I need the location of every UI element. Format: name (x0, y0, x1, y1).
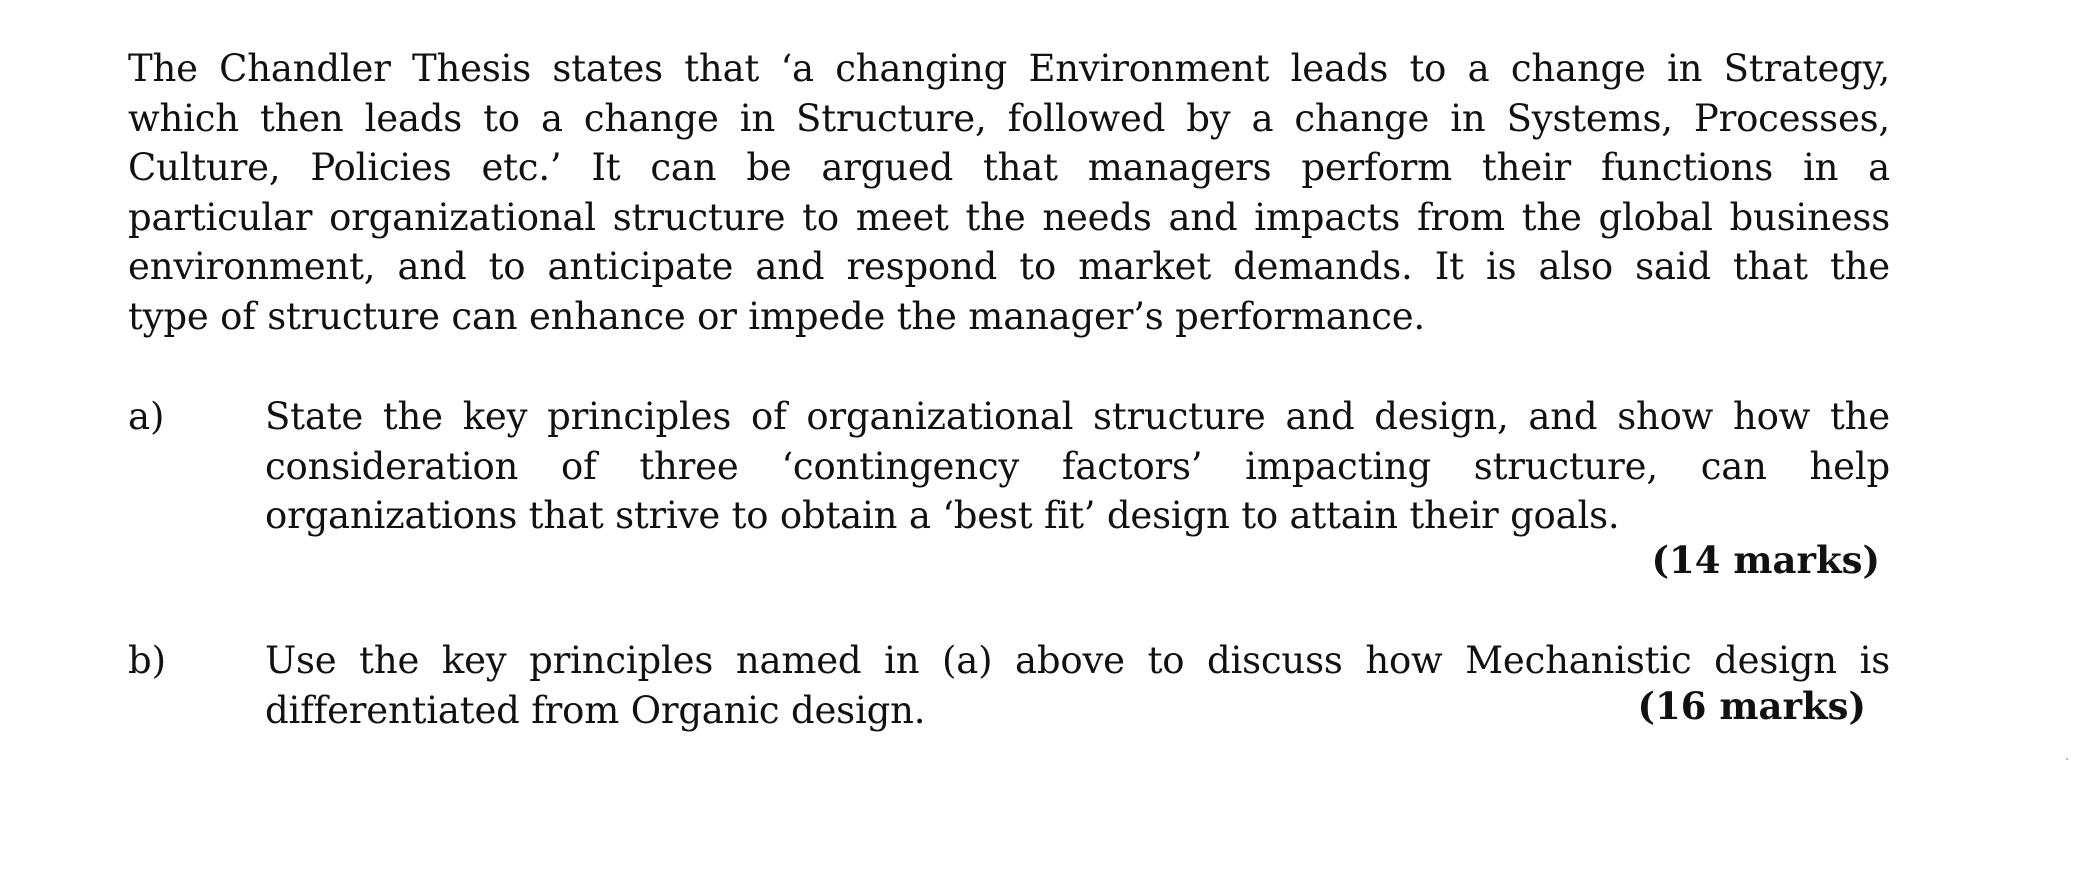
question-line: Use the key principles named in (a) above to discuss how Mechanistic design is (265, 639, 1890, 682)
question-label: b) (128, 639, 167, 682)
question-text (265, 392, 1890, 541)
scan-speck (2066, 758, 2068, 760)
marks-label: (14 marks) (1651, 538, 1880, 582)
question-b (128, 636, 1890, 735)
intro-line: particular organizational structure to meet the needs and impacts from the global business (128, 195, 1890, 239)
intro-paragraph (128, 44, 1890, 341)
intro-line: Culture, Policies etc.’ It can be argued that managers perform their functions in a (128, 146, 1890, 189)
intro-line: type of structure can enhance or impede the manager’s performance. (128, 294, 1425, 338)
question-label: a) (128, 395, 165, 438)
question-line: organizations that strive to obtain a ‘best fit’ design to attain their goals. (265, 494, 1620, 537)
question-a (128, 392, 1890, 582)
intro-line: environment, and to anticipate and respond to market demands. It is also said that the (128, 245, 1890, 288)
question-line: differentiated from Organic design. (265, 688, 926, 732)
intro-line: The Chandler Thesis states that ‘a changing Environment leads to a change in Strategy, (128, 47, 1890, 90)
marks-label: (16 marks) (1637, 684, 1866, 728)
intro-line: which then leads to a change in Structure, followed by a change in Systems, Processes, (128, 96, 1890, 140)
question-line: consideration of three ‘contingency factors’ impacting structure, can help (265, 444, 1890, 488)
question-line: State the key principles of organizational structure and design, and show how the (265, 395, 1890, 438)
